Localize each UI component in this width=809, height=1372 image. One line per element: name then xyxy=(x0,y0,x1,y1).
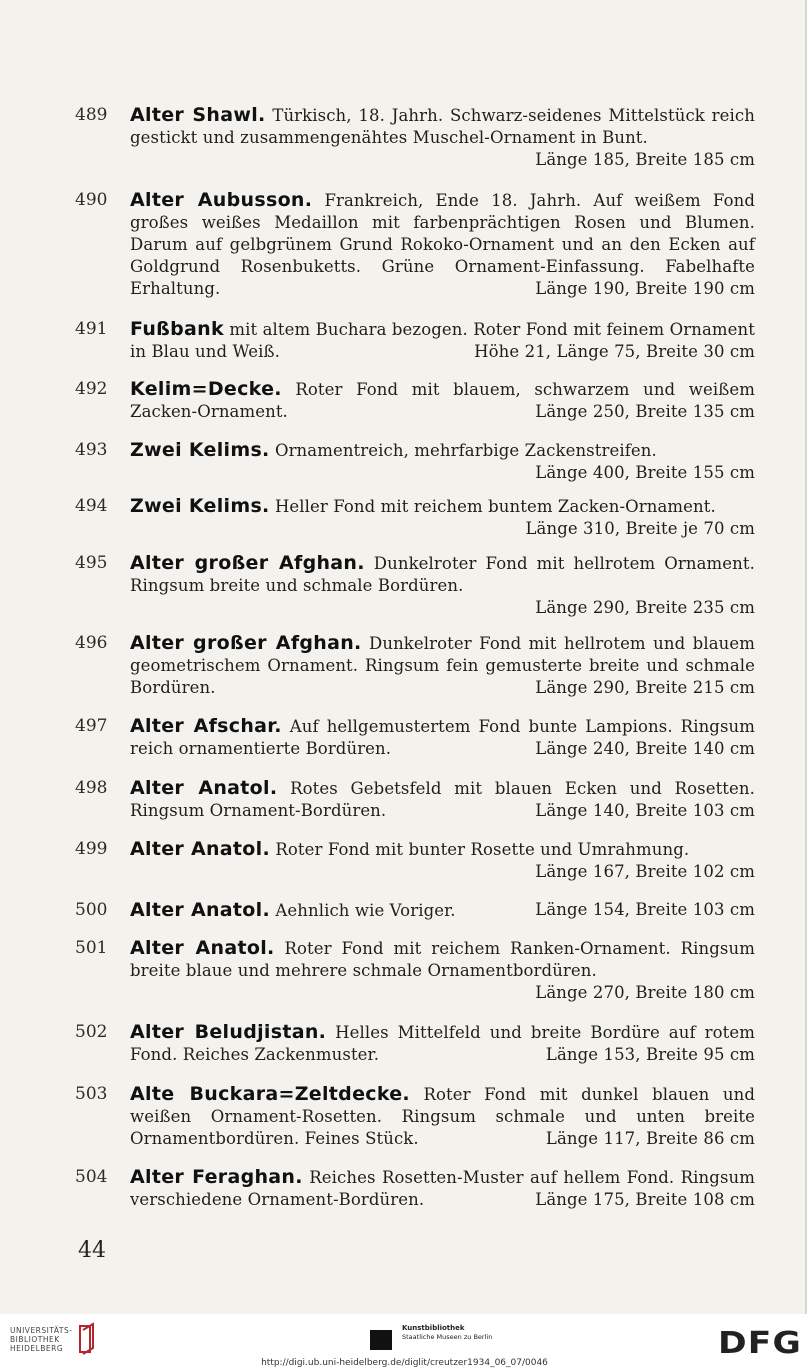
source-url[interactable]: http://digi.ub.uni-heidelberg.de/diglit/creutzer1934_06_07/0046 xyxy=(261,1358,548,1368)
entry-text: Dunkelroter Fond mit hellrotem und blauem geometrischem Ornament. Ringsum fein gemusterte breite und schmale Bordüren. xyxy=(130,634,755,697)
entry-dimensions: Länge 290, Breite 235 cm xyxy=(535,598,755,617)
entry-text: Ornamentreich, mehrfarbige Zackenstreifen. xyxy=(274,441,657,460)
kunstbibliothek-logo[interactable] xyxy=(370,1324,492,1342)
entry-dimensions: Länge 400, Breite 155 cm xyxy=(535,463,755,482)
entry-number: 492 xyxy=(75,379,108,399)
entry-number: 495 xyxy=(75,553,108,573)
entry-dimensions: Länge 190, Breite 190 cm xyxy=(535,279,755,298)
entry-body xyxy=(130,937,755,1004)
entry-number: 489 xyxy=(75,105,108,125)
entry-body xyxy=(130,318,755,363)
entry-text: Helles Mittelfeld und breite Bordüre auf rotem Fond. Reiches Zackenmuster. xyxy=(130,1023,755,1064)
entry-body xyxy=(130,777,755,822)
entry-body xyxy=(130,439,755,484)
entry-title: Alter Anatol. xyxy=(130,899,270,921)
entry-number: 494 xyxy=(75,496,108,516)
entry-number: 504 xyxy=(75,1167,108,1187)
catalog-entry xyxy=(75,899,755,922)
entry-dimensions: Länge 290, Breite 215 cm xyxy=(535,678,755,697)
entry-body xyxy=(130,189,755,300)
entry-number: 497 xyxy=(75,716,108,736)
catalog-entry xyxy=(75,552,755,619)
entry-dimensions: Länge 185, Breite 185 cm xyxy=(535,150,755,169)
entry-title: Alte Buckara=Zeltdecke. xyxy=(130,1083,410,1105)
entry-title: Alter Anatol. xyxy=(130,937,275,959)
entry-text: Aehnlich wie Voriger. xyxy=(275,901,456,920)
logo-line: Staatliche Museen zu Berlin xyxy=(402,1333,493,1341)
entry-dimensions: Länge 153, Breite 95 cm xyxy=(545,1045,755,1064)
page-number: 44 xyxy=(78,1238,106,1263)
entry-dimensions: Länge 117, Breite 86 cm xyxy=(545,1129,755,1148)
entry-title: Alter Aubusson. xyxy=(130,189,313,211)
entry-title: Alter Anatol. xyxy=(130,838,270,860)
entry-text: Dunkelroter Fond mit hellrotem Ornament. Ringsum breite und schmale Bordüren. xyxy=(130,554,755,595)
entry-text: Türkisch, 18. Jahrh. Schwarz-seidenes Mittelstück reich gestickt und zusammengenähtes Muschel-Ornament in Bunt. xyxy=(130,106,755,147)
logo-line: UNIVERSITÄTS- xyxy=(10,1326,73,1335)
entry-text: Reiches Rosetten-Muster auf hellem Fond. Ringsum verschiedene Ornament-Bordüren. xyxy=(130,1168,755,1209)
entry-text: Roter Fond mit bunter Rosette und Umrahmung. xyxy=(275,840,690,859)
university-library-logo[interactable] xyxy=(10,1326,72,1353)
entry-title: Alter Beludjistan. xyxy=(130,1021,327,1043)
entry-title: Alter Anatol. xyxy=(130,777,278,799)
catalog-entry xyxy=(75,1166,755,1211)
entry-dimensions: Länge 175, Breite 108 cm xyxy=(535,1190,755,1209)
entry-number: 498 xyxy=(75,778,108,798)
entry-title: Alter großer Afghan. xyxy=(130,552,365,574)
entry-text: Roter Fond mit blauem, schwarzem und weißem Zacken-Ornament. xyxy=(130,380,755,421)
catalog-entry xyxy=(75,838,755,883)
entry-dimensions: Länge 140, Breite 103 cm xyxy=(535,801,755,820)
entry-body xyxy=(130,1021,755,1066)
entry-number: 496 xyxy=(75,633,108,653)
logo-line: Kunstbibliothek xyxy=(402,1324,465,1332)
kunstbibliothek-mark-icon xyxy=(370,1330,392,1350)
catalog-entry xyxy=(75,378,755,423)
entry-number: 493 xyxy=(75,440,108,460)
catalog-entry xyxy=(75,632,755,699)
entry-text: Auf hellgemustertem Fond bunte Lampions. Ringsum reich ornamentierte Bordüren. xyxy=(130,717,755,758)
entry-dimensions: Länge 167, Breite 102 cm xyxy=(535,862,755,881)
logo-line: HEIDELBERG xyxy=(10,1344,64,1353)
entry-number: 500 xyxy=(75,900,108,920)
entry-number: 503 xyxy=(75,1084,108,1104)
entry-body xyxy=(130,838,755,883)
entry-title: Zwei Kelims. xyxy=(130,495,270,517)
catalog-entry xyxy=(75,937,755,1004)
catalog-entry xyxy=(75,495,755,540)
entry-title: Alter Afschar. xyxy=(130,715,282,737)
entry-number: 499 xyxy=(75,839,108,859)
entry-body xyxy=(130,552,755,619)
entry-dimensions: Höhe 21, Länge 75, Breite 30 cm xyxy=(474,342,755,361)
logo-line: BIBLIOTHEK xyxy=(10,1335,60,1344)
catalog-entry xyxy=(75,1083,755,1150)
entry-text: Frankreich, Ende 18. Jahrh. Auf weißem Fond großes weißes Medaillon mit farbenprächtigen Rosen und Blumen. Darum auf gelbgrünem Grund Rokoko-Ornament und an den Ecken auf Goldgrund Rosenbuketts. Grüne Ornament-Einfassung. Fabelhafte Erhaltung. xyxy=(130,191,755,298)
entry-body xyxy=(130,715,755,760)
entry-dimensions: Länge 310, Breite je 70 cm xyxy=(525,519,755,538)
entry-text: Roter Fond mit reichem Ranken-Ornament. Ringsum breite blaue und mehrere schmale Ornamentbordüren. xyxy=(130,939,755,980)
entry-number: 491 xyxy=(75,319,108,339)
dfg-logo[interactable]: DFG xyxy=(718,1326,802,1361)
entry-dimensions: Länge 250, Breite 135 cm xyxy=(535,402,755,421)
entry-text: Rotes Gebetsfeld mit blauen Ecken und Rosetten. Ringsum Ornament-Bordüren. xyxy=(130,779,755,820)
library-emblem-icon xyxy=(76,1322,96,1356)
catalog-entry xyxy=(75,715,755,760)
entry-text: mit altem Buchara bezogen. Roter Fond mit feinem Ornament in Blau und Weiß. xyxy=(130,320,755,361)
entry-dimensions: Länge 240, Breite 140 cm xyxy=(535,739,755,758)
entry-text: Roter Fond mit dunkel blauen und weißen Ornament-Rosetten. Ringsum schmale und unten breite Ornamentbordüren. Feines Stück. xyxy=(130,1085,755,1148)
entry-body xyxy=(130,1166,755,1211)
entry-text: Heller Fond mit reichem buntem Zacken-Ornament. xyxy=(274,497,716,516)
entry-body xyxy=(130,378,755,423)
entry-dimensions: Länge 270, Breite 180 cm xyxy=(535,983,755,1002)
entry-dimensions: Länge 154, Breite 103 cm xyxy=(535,900,755,919)
catalog-entry xyxy=(75,439,755,484)
catalog-entry xyxy=(75,104,755,171)
entry-body xyxy=(130,104,755,171)
entry-title: Alter Feraghan. xyxy=(130,1166,303,1188)
entry-number: 502 xyxy=(75,1022,108,1042)
entry-title: Zwei Kelims. xyxy=(130,439,270,461)
catalog-entry xyxy=(75,1021,755,1066)
entry-title: Alter Shawl. xyxy=(130,104,266,126)
catalog-entry xyxy=(75,777,755,822)
entry-body xyxy=(130,1083,755,1150)
entry-title: Alter großer Afghan. xyxy=(130,632,362,654)
catalog-entry xyxy=(75,318,755,363)
entry-title: Kelim=Decke. xyxy=(130,378,282,400)
entry-title: Fußbank xyxy=(130,318,224,340)
entry-number: 490 xyxy=(75,190,108,210)
catalog-entry xyxy=(75,189,755,300)
entry-body xyxy=(130,495,755,540)
entry-number: 501 xyxy=(75,938,108,958)
entry-body xyxy=(130,632,755,699)
entry-body xyxy=(130,899,755,922)
